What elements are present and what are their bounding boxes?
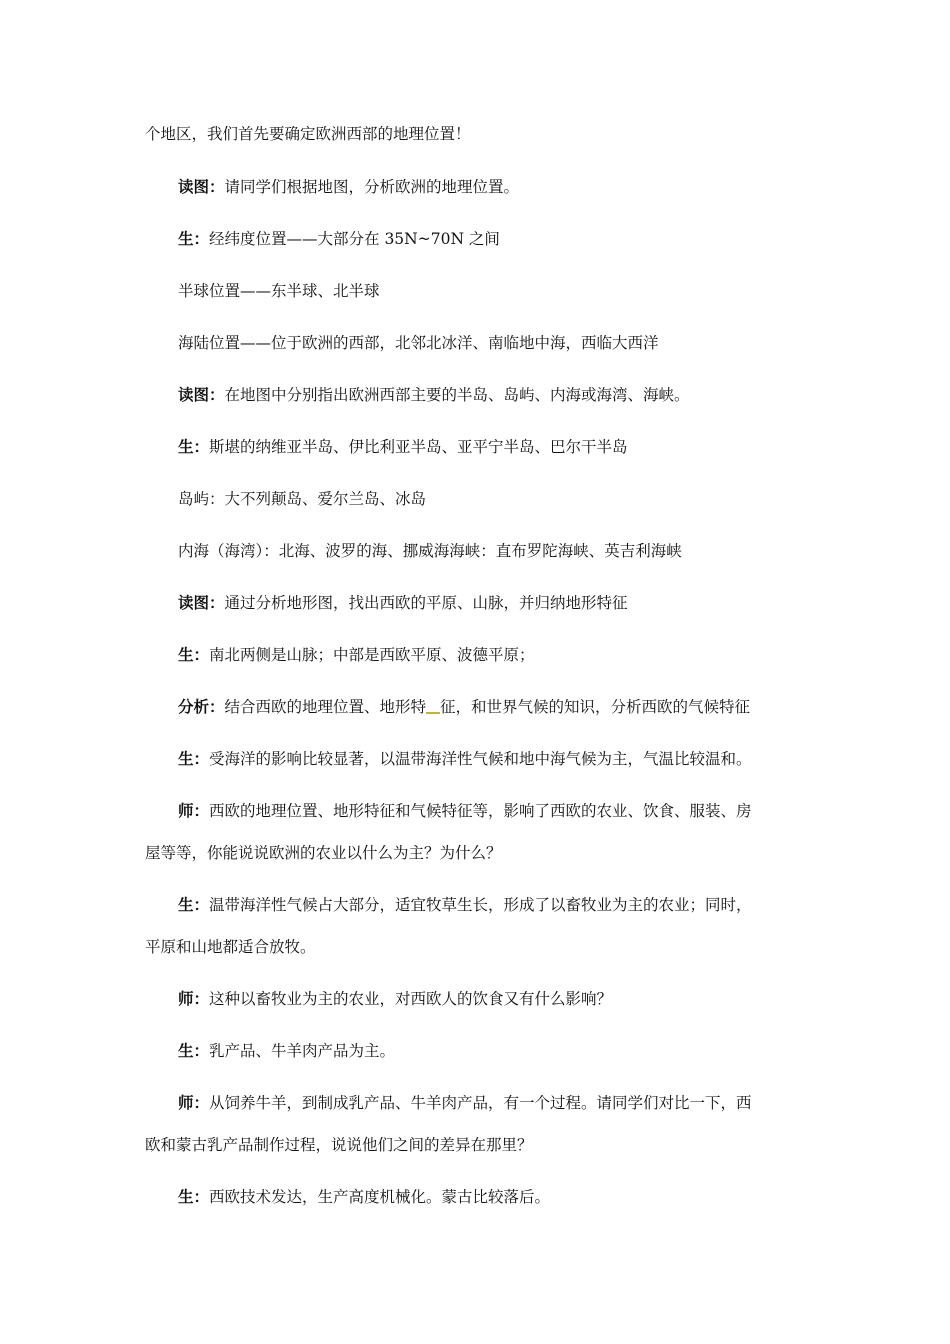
text-line — [145, 1135, 533, 1155]
speaker-label: 读图： — [178, 594, 225, 612]
speaker-label: 生： — [178, 646, 210, 664]
speaker-label: 生： — [178, 896, 210, 914]
text-line — [178, 697, 750, 717]
text-line — [178, 801, 752, 821]
line-text: 请同学们根据地图，分析欧洲的地理位置。 — [224, 178, 520, 196]
line-text: 平原和山地都适合放牧。 — [145, 938, 316, 956]
speaker-label: 生： — [178, 1188, 210, 1206]
text-line — [178, 1041, 395, 1061]
text-line — [178, 895, 752, 915]
speaker-label: 师： — [178, 990, 210, 1008]
line-text: 岛屿：大不列颠岛、爱尔兰岛、冰岛 — [178, 490, 427, 508]
line-text: 受海洋的影响比较显著，以温带海洋性气候和地中海气候为主，气温比较温和。 — [209, 750, 752, 768]
line-text: 屋等等，你能说说欧洲的农业以什么为主？为什么？ — [145, 844, 502, 862]
text-line — [178, 177, 519, 197]
speaker-label: 生： — [178, 750, 210, 768]
line-text: 这种以畜牧业为主的农业，对西欧人的饮食又有什么影响？ — [209, 990, 613, 1008]
text-line — [178, 281, 380, 301]
speaker-label: 读图： — [178, 386, 225, 404]
line-text: 半球位置——东半球、北半球 — [178, 282, 380, 300]
line-text: 内海（海湾）：北海、波罗的海、挪威海海峡：直布罗陀海峡、英吉利海峡 — [178, 542, 682, 560]
text-line — [178, 1093, 752, 1113]
speaker-label: 生： — [178, 1042, 210, 1060]
line-text: 从饲养牛羊，到制成乳产品、牛羊肉产品，有一个过程。请同学们对比一下，西 — [209, 1094, 752, 1112]
line-text: 斯堪的纳维亚半岛、伊比利亚半岛、亚平宁半岛、巴尔干半岛 — [209, 438, 628, 456]
text-line — [178, 437, 628, 457]
line-text: 南北两侧是山脉；中部是西欧平原、波德平原； — [209, 646, 535, 664]
text-line — [178, 749, 752, 769]
speaker-label: 分析： — [178, 698, 225, 716]
line-text: 温带海洋性气候占大部分，适宜牧草生长，形成了以畜牧业为主的农业；同时， — [209, 896, 752, 914]
line-text: 西欧技术发达，生产高度机械化。蒙古比较落后。 — [209, 1188, 551, 1206]
text-line — [178, 333, 659, 353]
text-line — [178, 541, 682, 561]
line-text: 在地图中分别指出欧洲西部主要的半岛、岛屿、内海或海湾、海峡。 — [224, 386, 690, 404]
line-text: 征，和世界气候的知识，分析西欧的气候特征 — [440, 698, 751, 716]
line-text: 结合西欧的地理位置、地形特 — [224, 698, 427, 716]
text-line — [145, 124, 471, 144]
text-line — [178, 385, 690, 405]
speaker-label: 师： — [178, 802, 210, 820]
text-line — [178, 989, 612, 1009]
line-text: 海陆位置——位于欧洲的西部，北邻北冰洋、南临地中海，西临大西洋 — [178, 334, 659, 352]
text-line — [178, 1187, 550, 1207]
line-text: 西欧的地理位置、地形特征和气候特征等，影响了西欧的农业、饮食、服装、房 — [209, 802, 752, 820]
line-text: 经纬度位置——大部分在 35N~70N 之间 — [209, 230, 500, 248]
speaker-label: 生： — [178, 230, 210, 248]
speaker-label: 读图： — [178, 178, 225, 196]
text-line — [178, 593, 628, 613]
text-line — [178, 645, 535, 665]
text-line — [145, 937, 316, 957]
line-text: 乳产品、牛羊肉产品为主。 — [209, 1042, 396, 1060]
line-text: 欧和蒙古乳产品制作过程，说说他们之间的差异在那里？ — [145, 1136, 533, 1154]
text-line — [145, 843, 502, 863]
text-line — [178, 489, 426, 509]
speaker-label: 生： — [178, 438, 210, 456]
line-text: 个地区，我们首先要确定欧洲西部的地理位置！ — [145, 125, 471, 143]
text-line — [178, 229, 500, 249]
speaker-label: 师： — [178, 1094, 210, 1112]
blank-underline — [426, 698, 440, 714]
line-text: 通过分析地形图，找出西欧的平原、山脉，并归纳地形特征 — [224, 594, 628, 612]
